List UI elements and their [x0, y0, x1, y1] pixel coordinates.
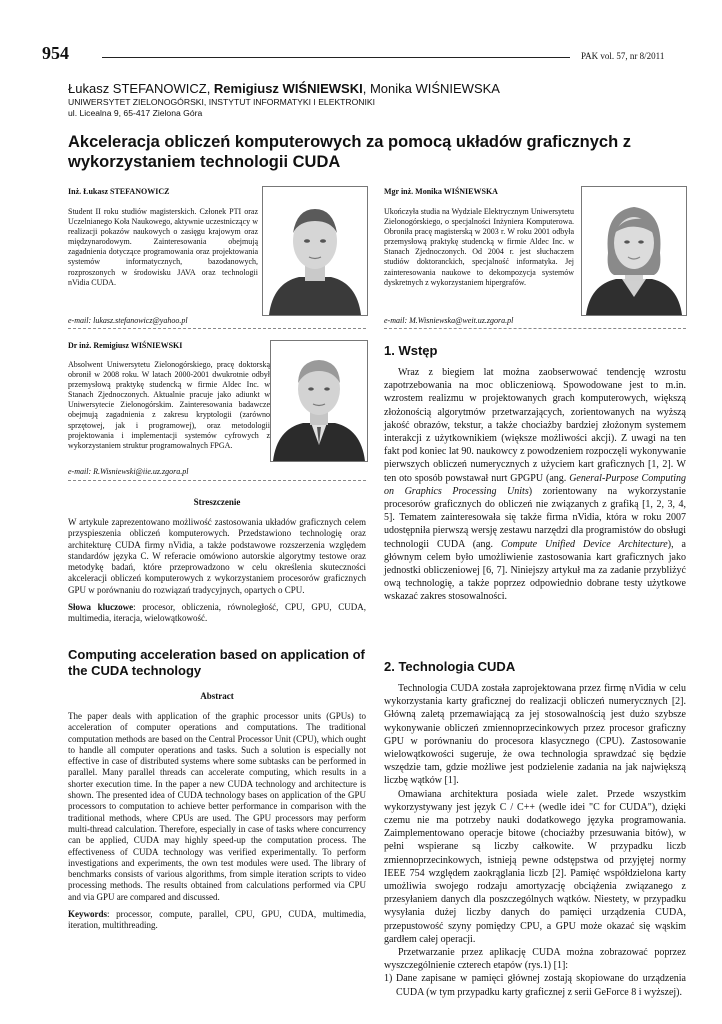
- section-2-paragraph-1: Technologia CUDA została zaprojektowana przez firmę nVidia w celu wykorzystania karty graficznej do realizacji obliczeń numerycznych [2]. Główną zaletą przemawiającą za jej stosowalnością jest dużo szybsze wykonywanie obliczeń zmiennoprzecinkowych przez procesor graficzny GPU w porównaniu do procesora klasycznego (CPU). Zastosowanie wielowątkowości sugeruje, że owa technologia sprawdzać się będzie wszędzie tam, gdzie możliwe jest podzielenie zadania na jak największą liczbę wątków [1].: [384, 683, 686, 787]
- section-1-body: [384, 366, 686, 604]
- bio-divider: [384, 328, 686, 329]
- portrait-icon: [271, 341, 367, 461]
- header-rule: [102, 57, 570, 58]
- affiliation-line-1: UNIWERSYTET ZIELONOGÓRSKI, INSTYTUT INFORMATYKI I ELEKTRONIKI: [68, 97, 376, 107]
- author-1: Łukasz STEFANOWICZ,: [68, 81, 214, 96]
- author-3: , Monika WIŚNIEWSKA: [362, 81, 500, 96]
- author-line: [68, 81, 500, 96]
- section-2-heading: 2. Technologia CUDA: [384, 659, 516, 674]
- portrait-icon: [582, 187, 686, 315]
- s1-text-b: ) zorientowany na wykorzystanie procesorów graficznych do obliczeń nie związanych z grafiką [1, 2, 3, 4, 5]. Tematem zainteresowała się także firma nVidia, która w roku 2007 udostępniła pierwszą wersję zestawu narzędzi dla programistów do obsługi technologii CUDA (ang.: [384, 485, 686, 550]
- bio-name-wisniewska: Mgr inż. Monika WIŚNIEWSKA: [384, 187, 498, 196]
- streszczenie-text: [68, 517, 366, 625]
- s1-term-cuda: Compute Unified Device Architecture: [500, 538, 668, 550]
- bio-divider: [68, 328, 366, 329]
- keywords-list-en: : processor, compute, parallel, CPU, GPU, CUDA, multimedia, iteration, multithreading.: [68, 909, 366, 931]
- affiliation-line-2: ul. Licealna 9, 65-417 Zielona Góra: [68, 107, 203, 118]
- english-title: Computing acceleration based on application of the CUDA technology: [68, 647, 365, 678]
- abstract-text: [68, 711, 366, 932]
- list-item-text: Dane zapisane w pamięci głównej zostają skopiowane do urządzenia CUDA (w tym przypadku karty graficznej z serii GeForce 8 i wyższej).: [396, 973, 686, 998]
- s1-text-a: Wraz z biegiem lat można zaobserwować tendencję wzrostu zapotrzebowania na moc obliczeniową. Spowodowane jest to m.in. wzrostem realizmu w projektowanych grach komputerowych, większą złożonością algorytmów przetwarzających, zorientowanych na wyższą jakość obrazów, tekstur, a także chociażby bardziej złożonym systemem interakcji z użytkownikiem (większe możliwości akcji). Z uwagi na ten fakt pod koniec lat 90. naukowcy z powodzeniem rozpoczęli wykonywanie pierwszych obliczeń numerycznych z użyciem kart graficznych [1, 2]. W ten oto sposób powstawał nurt GPGPU (ang.: [384, 367, 686, 484]
- section-1-paragraph: [384, 366, 686, 604]
- photo-wisniewski: [270, 340, 368, 462]
- streszczenie-paragraph: W artykule zaprezentowano możliwość zastosowania układów graficznych celem przyspieszenia obliczeń komputerowych. Przedstawiono technologię oraz architekturę CUDA firmy nVidia, a także podstawowe rozszerzenia względem standardów języka C. W referacie omówiono autorskie algorytmy testowe oraz metodykę badań, które przeprowadzono w celu określenia skuteczności akceleracji obliczeń komputerowych z wykorzystaniem procesorów graficznych GPU w porównaniu do rozwiązań tradycyjnych, opartych o CPU.: [68, 517, 366, 595]
- s1-term-gpgpu: General-Purpose Computing on Graphics Processing Units: [384, 472, 686, 497]
- section-2-paragraph-3: Przetwarzanie przez aplikację CUDA można zobrazować poprzez wyszczególnienie czterech etapów (rys.1) [1]:: [384, 947, 686, 972]
- journal-label: PAK vol. 57, nr 8/2011: [581, 51, 665, 61]
- bio-text-wisniewski: Absolwent Uniwersytetu Zielonogórskiego, pracę doktorską obronił w 2008 roku. W latach 2000-2001 dwukrotnie odbył przemysłową praktykę studencką w firmie Aldec Inc. w Stanach Zjednoczonych. Aktualnie pracuje jako adiunkt w Uniwersytecie Zielonogórskim. Zainteresowania badawcze obejmują zagadnienia z zakresu kryptologii (zarówno sprzętowej, jak i programowej), oraz metodologii projektowania i implementacji systemów cyfrowych z wykorzystaniem struktur programowalnych FPGA.: [68, 360, 270, 450]
- abstract-keywords: [68, 909, 366, 932]
- photo-wisniewska: [581, 186, 687, 316]
- abstract-paragraph: The paper deals with application of the graphic processor units (GPUs) to acceleration of computer operations and computations. The traditional computation methods are based on the Central Processor Unit (CPU), which ought to handle all computer operations and tasks. Such a solution is especially not effective in case of distributed systems where some subtasks can be performed in parallel. Many parallel threads can accelerate computing, which results in a shorter execution time. In the paper a new CUDA technology and architecture is shown. The presented idea of CUDA technology bases on application of the GPU processors to computation to achieve better performance in comparison with the traditional methods, where CPUs are used. The GPU processors may perform multi-thread calculation. Therefore, especially in case of tasks where concurrency can be applied, CUDA may highly speed-up the computation process. The effectiveness of CUDA technology was verified experimentally. To perform investigations and experiments, the own test modules were used. The library of benchmarks consists of various algorithms, from simple iteration scripts to video processing methods. The results obtained from calculations performed via CPU and via GPU are compared and discussed.: [68, 711, 366, 902]
- keywords-list: : procesor, obliczenia, równoległość, CPU, GPU, CUDA, multimedia, iteracja, wielowątkowość.: [68, 602, 367, 624]
- section-1-heading: 1. Wstęp: [384, 343, 438, 358]
- portrait-icon: [263, 187, 367, 315]
- paper-title: Akceleracja obliczeń komputerowych za pomocą układów graficznych z wykorzystaniem technologii CUDA: [68, 133, 631, 171]
- bio-text-wisniewska: Ukończyła studia na Wydziale Elektrycznym Uniwersytetu Zielonogórskiego, o specjalności Inżyniera Komputerowa. Obroniła pracę magisterską w 2003 r. W roku 2001 odbyła przemysłową praktykę studencką w firmie Aldec Inc. w Stanach Zjednoczonych. Od 2004 r. jest słuchaczem studiów doktoranckich, specjalność informatyka. Jej zainteresowania naukowe to dekompozycja systemów dyskretnych z wykorzystaniem hipergrafów.: [384, 207, 574, 287]
- list-item-number: 1): [384, 973, 393, 985]
- list-item: [384, 972, 686, 998]
- abstract-heading: Abstract: [200, 691, 234, 701]
- streszczenie-heading: Streszczenie: [193, 497, 241, 507]
- bio-text-stefanowicz: Student II roku studiów magisterskich. Członek PTI oraz Uczelnianego Koła Naukowego, aktywnie uczestniczący w realizacji pokazów naukowych o zasięgu krajowym oraz międzynarodowym. Zainteresowania obejmują zagadnienia dotyczące programowania oraz projektowania systemów informatycznych, bazodanowych, rozproszonych w środowisku JAVA oraz technologii nVidia CUDA.: [68, 207, 258, 287]
- keywords-label: Słowa kluczowe: [68, 602, 134, 613]
- bio-name-wisniewski: Dr inż. Remigiusz WIŚNIEWSKI: [68, 341, 183, 350]
- bio-name-stefanowicz: Inż. Łukasz STEFANOWICZ: [68, 187, 170, 196]
- keywords-label-en: Keywords: [68, 909, 107, 920]
- streszczenie-keywords: [68, 602, 366, 625]
- photo-stefanowicz: [262, 186, 368, 316]
- email-stefanowicz[interactable]: e-mail: lukasz.stefanowicz@yahoo.pl: [68, 316, 188, 325]
- email-wisniewska[interactable]: e-mail: M.Wisniewska@weit.uz.zgora.pl: [384, 316, 514, 325]
- email-wisniewski[interactable]: e-mail: R.Wisniewski@iie.uz.zgora.pl: [68, 467, 189, 476]
- section-2-body: [384, 682, 686, 999]
- bio-divider: [68, 480, 366, 481]
- s1-text-c: ), a głównym celem było umożliwienie zastosowania kart graficznych jako jednostki obliczeniowej [6, 7]. Niniejszy artykuł ma za zadanie przybliżyć ową technologię, a także poprzez odpowiednio dobrane testy użytkowe wskazać zakres stosowalności.: [384, 538, 686, 603]
- page-number: 954: [42, 43, 69, 63]
- affiliation: [68, 97, 375, 118]
- author-2: Remigiusz WIŚNIEWSKI: [213, 81, 363, 96]
- section-2-paragraph-2: Omawiana architektura posiada wiele zalet. Przede wszystkim wykorzystywany jest język C / C++ (wedle idei "C for CUDA"), dzięki czemu nie ma potrzeby nauki dodatkowego języka programowania. Zaimplementowano operacje bitowe (chociażby przesuwania bitów), w pełni wspierane są liczby całkowite. W przypadku liczb zmiennoprzecinkowych, istnieją pewne odstępstwa od przyjętej normy IEEE 754 względem zaokrąglania liczb [2]. Pamięć współdzielona karty umożliwia swojego rodzaju amortyzację obciążenia związanego z przesyłaniem danych dla poszczególnych wątków. Niestety, w przypadku wysyłania dużej liczby danych do pamięci urządzenia CUDA, przepustowość szyny pomiędzy CPU, a GPU może okazać się wąskim gardłem całej operacji.: [384, 788, 686, 945]
